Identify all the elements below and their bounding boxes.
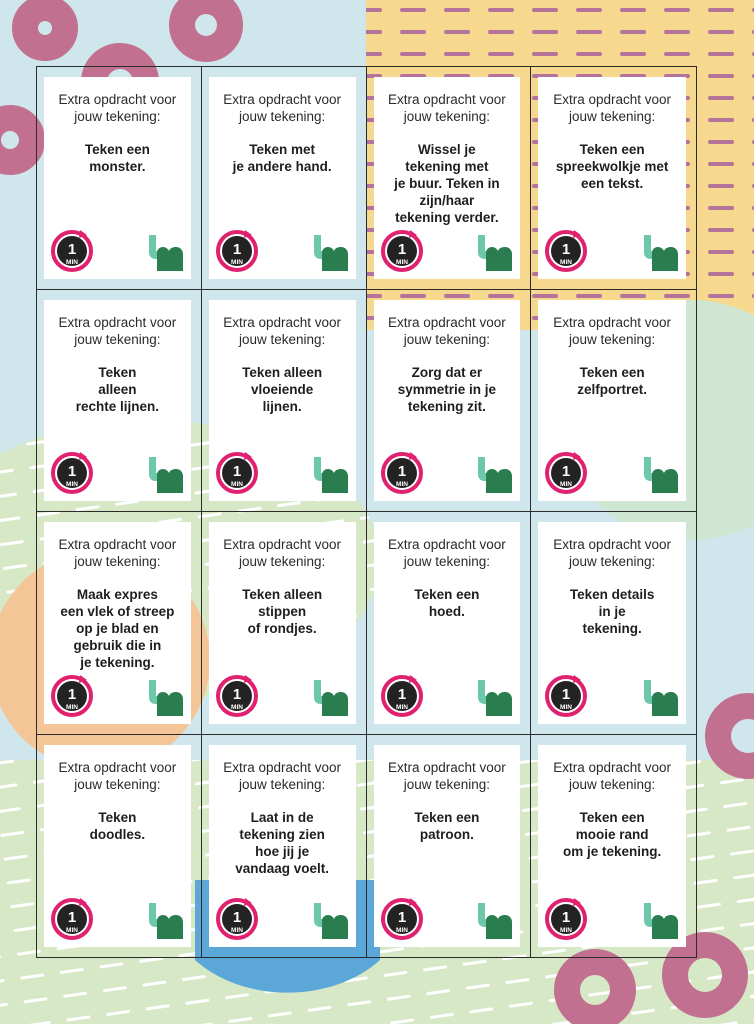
assignment-card (538, 300, 686, 502)
card-intro-text: Extra opdracht voor jouw tekening: (553, 759, 672, 792)
card-cell (37, 290, 202, 513)
brand-logo-icon (145, 235, 183, 271)
card-task-text: Maak expres een vlek of streep op je blad en gebruik die in je tekening. (60, 587, 175, 670)
card-task-text: Wissel je tekening met je buur. Teken in zijn/haar tekening verder. (394, 142, 500, 225)
timer-unit: MIN (395, 927, 408, 934)
timer-icon (544, 229, 588, 273)
card-intro-text: Extra opdracht voor jouw tekening: (387, 759, 506, 792)
card-cell (202, 735, 367, 958)
assignment-card (374, 745, 521, 948)
card-cell (367, 735, 532, 958)
brand-logo-icon (640, 903, 678, 939)
brand-logo-icon (310, 457, 348, 493)
brand-logo-icon (145, 680, 183, 716)
assignment-card (374, 77, 521, 279)
card-cell (531, 67, 696, 290)
card-intro-text: Extra opdracht voor jouw tekening: (58, 92, 177, 124)
assignment-card (538, 745, 686, 948)
card-intro-text: Extra opdracht voor jouw tekening: (223, 314, 342, 347)
timer-icon (215, 451, 259, 495)
timer-value: 1 (67, 463, 77, 480)
assignment-card (209, 745, 356, 948)
brand-logo-icon (310, 903, 348, 939)
timer-unit: MIN (230, 927, 243, 934)
card-intro-text: Extra opdracht voor jouw tekening: (553, 314, 672, 347)
brand-logo-icon (474, 235, 512, 271)
timer-icon (544, 897, 588, 941)
timer-value: 1 (67, 685, 77, 703)
assignment-card (44, 745, 191, 948)
timer-icon (215, 229, 259, 273)
brand-logo-icon (474, 903, 512, 939)
card-task-text: Teken met je andere hand. (232, 142, 332, 174)
card-intro-text: Extra opdracht voor jouw tekening: (58, 537, 177, 569)
card-task-text: Teken een monster. (84, 142, 150, 174)
card-cell (531, 735, 696, 958)
assignment-card (44, 522, 191, 724)
card-cell (367, 512, 532, 735)
assignment-card (374, 522, 521, 724)
timer-icon (215, 674, 259, 718)
timer-icon (380, 451, 424, 495)
timer-unit: MIN (66, 703, 78, 711)
timer-unit: MIN (395, 258, 408, 266)
card-task-text: Zorg dat er symmetrie in je tekening zit. (397, 364, 497, 414)
card-task-text: Teken een spreekwolkje met een tekst. (555, 142, 669, 191)
timer-value: 1 (232, 909, 241, 926)
timer-icon (544, 451, 588, 495)
card-intro-text: Extra opdracht voor jouw tekening: (223, 537, 342, 569)
card-task-text: Teken een mooie rand om je tekening. (562, 809, 662, 859)
timer-value: 1 (232, 463, 241, 480)
timer-value: 1 (232, 240, 241, 258)
timer-value: 1 (397, 240, 406, 258)
card-cell (202, 512, 367, 735)
card-intro-text: Extra opdracht voor jouw tekening: (553, 92, 672, 124)
timer-icon (215, 897, 259, 941)
card-cell (37, 67, 202, 290)
timer-unit: MIN (560, 703, 573, 711)
card-cell (531, 290, 696, 513)
assignment-card (44, 300, 191, 502)
timer-value: 1 (562, 240, 571, 258)
card-task-text: Laat in de tekening zien hoe jij je vandaag voelt. (235, 809, 330, 876)
card-cell (202, 67, 367, 290)
card-intro-text: Extra opdracht voor jouw tekening: (387, 314, 506, 347)
card-task-text: Teken een hoed. (414, 587, 480, 619)
timer-unit: MIN (230, 703, 243, 711)
brand-logo-icon (640, 680, 678, 716)
card-intro-text: Extra opdracht voor jouw tekening: (553, 537, 672, 569)
card-cell (531, 512, 696, 735)
card-cell (37, 735, 202, 958)
card-intro-text: Extra opdracht voor jouw tekening: (58, 759, 177, 792)
assignment-card (538, 77, 686, 279)
card-intro-text: Extra opdracht voor jouw tekening: (387, 537, 506, 569)
brand-logo-icon (145, 903, 183, 939)
timer-value: 1 (562, 909, 571, 926)
timer-icon (50, 229, 94, 273)
brand-logo-icon (310, 235, 348, 271)
brand-logo-icon (474, 457, 512, 493)
card-cell (37, 512, 202, 735)
timer-unit: MIN (395, 481, 408, 488)
timer-unit: MIN (230, 258, 243, 266)
assignment-card (538, 522, 686, 724)
timer-icon (380, 229, 424, 273)
brand-logo-icon (310, 680, 348, 716)
timer-icon (544, 674, 588, 718)
assignment-card (374, 300, 521, 502)
brand-logo-icon (145, 457, 183, 493)
timer-value: 1 (397, 463, 406, 480)
card-task-text: Teken alleen stippen of rondjes. (242, 587, 323, 636)
brand-logo-icon (474, 680, 512, 716)
timer-value: 1 (67, 909, 77, 926)
timer-value: 1 (397, 685, 406, 703)
timer-value: 1 (562, 463, 571, 480)
timer-icon (50, 897, 94, 941)
timer-unit: MIN (66, 481, 78, 488)
timer-unit: MIN (560, 927, 573, 934)
card-task-text: Teken doodles. (89, 809, 146, 842)
card-intro-text: Extra opdracht voor jouw tekening: (223, 92, 342, 124)
card-grid (36, 66, 697, 958)
assignment-card (209, 300, 356, 502)
timer-unit: MIN (395, 703, 408, 711)
card-task-text: Teken alleen rechte lijnen. (75, 364, 160, 414)
timer-icon (50, 451, 94, 495)
card-cell (367, 290, 532, 513)
timer-value: 1 (562, 685, 571, 703)
timer-unit: MIN (560, 258, 573, 266)
timer-value: 1 (232, 685, 241, 703)
timer-unit: MIN (560, 481, 573, 488)
card-cell (367, 67, 532, 290)
card-task-text: Teken details in je tekening. (569, 587, 655, 636)
card-task-text: Teken alleen vloeiende lijnen. (242, 364, 323, 414)
assignment-card (209, 522, 356, 724)
timer-value: 1 (397, 909, 406, 926)
card-task-text: Teken een patroon. (414, 809, 480, 842)
brand-logo-icon (640, 457, 678, 493)
card-intro-text: Extra opdracht voor jouw tekening: (387, 92, 506, 124)
card-intro-text: Extra opdracht voor jouw tekening: (58, 314, 177, 347)
timer-icon (380, 897, 424, 941)
timer-icon (50, 674, 94, 718)
card-intro-text: Extra opdracht voor jouw tekening: (223, 759, 342, 792)
timer-value: 1 (67, 240, 77, 258)
brand-logo-icon (640, 235, 678, 271)
assignment-card (44, 77, 191, 279)
timer-unit: MIN (66, 927, 78, 934)
assignment-card (209, 77, 356, 279)
card-task-text: Teken een zelfportret. (577, 364, 647, 397)
timer-icon (380, 674, 424, 718)
card-cell (202, 290, 367, 513)
timer-unit: MIN (66, 258, 78, 266)
timer-unit: MIN (230, 481, 243, 488)
